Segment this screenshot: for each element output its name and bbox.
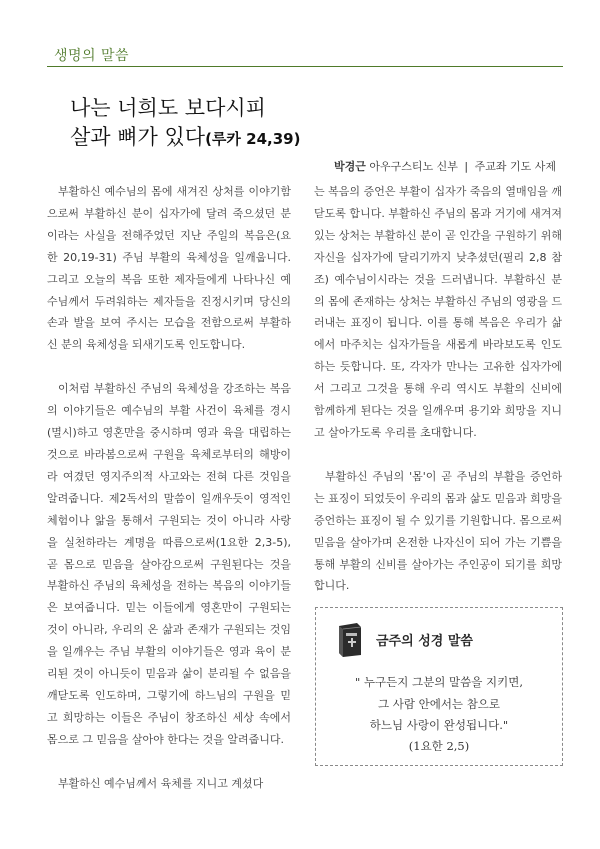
title-reference: (루카 24,39) — [205, 130, 301, 148]
paragraph: 부활하신 예수님께서 육체를 지니고 계셨다 — [58, 776, 264, 790]
paragraph: 는 복음의 증언은 부활이 십자가 죽음의 열매임을 깨닫도록 합니다. 부활하신 주님의 몸과 거기에 새겨져 있는 상처는 부활하신 분이 곧 인간을 구원하기 위해 자신을 십자가에 달리기까지 낮추셨던(필리 2,8 참조) 예수님이시라는 것을 드러냅니다. 부활하신 분의 몸에 존재하는 상처는 부활하신 주님의 영광을 드러내는 표징이 됩니다. 이를 통해 복음은 우리가 삶에서 마주치는 십자가들을 새롭게 바라보도록 인도하는 듯합니다. 또, 각자가 만나는 고유한 십자가에서 그리고 그것을 통해 우리 역시도 부활의 신비에 함께하게 된다는 것을 일깨우며 용기와 희망을 지니고 살아가도록 우리를 초대합니다. — [314, 185, 562, 439]
verse-line-1: " 누구든지 그분의 말씀을 지키면, — [355, 675, 523, 689]
verse-box-title: 금주의 성경 말씀 — [376, 634, 473, 649]
section-label: 생명의 말씀 — [54, 48, 130, 64]
verse-reference: (1요한 2,5) — [408, 739, 470, 753]
verse-line-2: 그 사람 안에서는 참으로 — [377, 697, 501, 711]
paragraph: 이처럼 부활하신 주님의 육체성을 강조하는 복음의 이야기들은 예수님의 부활 사건이 육체를 경시(멸시)하고 영혼만을 중시하며 영과 육을 대립하는 것으로 바라봄으로써 구원을 육체로부터의 해방이라 여겼던 영지주의적 사고와는 전혀 다른 것임을 알려줍니다. 제2독서의 말씀이 일깨우듯이 영적인 체험이나 앎을 통해서 구원되는 것이 아니라 사랑을 실천하라는 계명을 따름으로써(1요한 2,3-5), 곧 몸으로 믿음을 살아감으로써 구원된다는 것을 부활하신 주님의 육체성을 전하는 복음의 이야기들은 보여줍니다. 믿는 이들에게 영혼만이 구원되는 것이 아니라, 우리의 온 삶과 존재가 구원되는 것임을 일깨우는 주님 부활의 이야기들은 영과 육이 분리된 것이 아니듯이 믿음과 삶이 분리될 수 없음을 깨닫도록 인도하며, 그렇기에 하느님의 구원을 믿고 희망하는 이들은 주님이 창조하신 세상 속에서 몸으로 그 믿음을 살아야 한다는 것을 알려줍니다. — [47, 382, 291, 746]
paragraph: 부활하신 예수님의 몸에 새겨진 상처를 이야기함으로써 부활하신 분이 십자가에 달려 죽으셨던 분이라는 사실을 전해주었던 지난 주일의 복음은(요한 20,19-31) 주님 부활의 육체성을 일깨웁니다. 그리고 오늘의 복음 또한 제자들에게 나타나신 예수님께서 두려워하는 제자들을 진정시키며 당신의 손과 발을 보여 주시는 모습을 전함으로써 부활하신 분의 육체성을 되새기도록 인도합니다. — [47, 185, 291, 352]
title-line-1: 나는 너희도 보다시피 — [70, 96, 266, 120]
title-line-2-main: 살과 뼈가 있다 — [70, 125, 206, 149]
header-divider — [47, 66, 563, 67]
right-column — [314, 181, 562, 597]
paragraph: 부활하신 주님의 '몸'이 곧 주님의 부활을 증언하는 표징이 되었듯이 우리의 몸과 삶도 믿음과 희망을 증언하는 표징이 될 수 있기를 기원합니다. 몸으로써 믿음을 살아가며 온전한 나자신이 되어 가는 기쁨을 통해 부활의 신비를 살아가는 주인공이 되기를 희망합니다. — [314, 469, 562, 593]
title-line-2 — [70, 123, 300, 154]
verse-box — [315, 607, 563, 766]
left-column — [47, 181, 291, 795]
bible-icon — [335, 622, 365, 658]
verse-line-3: 하느님 사랑이 완성됩니다." — [369, 718, 509, 732]
author-separator: | — [464, 160, 469, 173]
author-position: 주교좌 기도 사제 — [474, 160, 556, 173]
author-byline — [334, 158, 556, 174]
page-title — [70, 94, 300, 154]
author-role: 아우구스티노 신부 — [369, 160, 458, 173]
author-name: 박경근 — [334, 160, 366, 173]
